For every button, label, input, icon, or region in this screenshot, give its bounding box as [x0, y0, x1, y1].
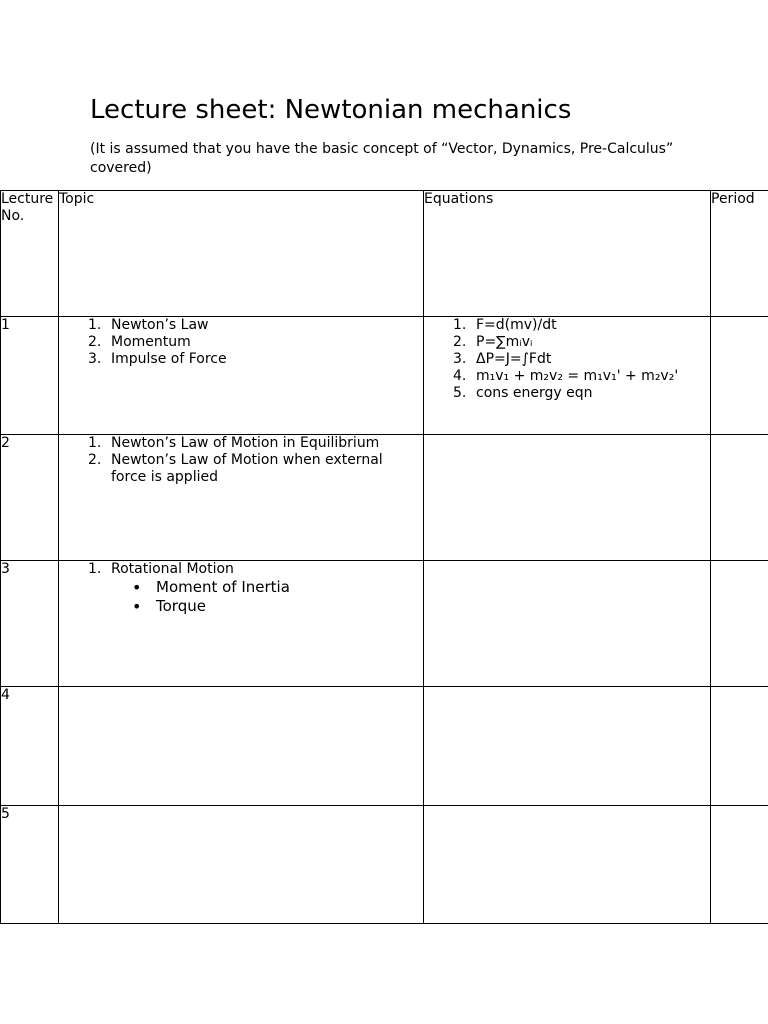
table-row — [1, 561, 768, 687]
equation-item: m₁v₁ + m₂v₂ = m₁v₁' + m₂v₂' — [476, 368, 679, 384]
lecture-no-cell — [1, 435, 59, 561]
page-subtitle: (It is assumed that you have the basic concept of “Vector, Dynamics, Pre-Calculus” covered) — [90, 141, 674, 176]
topic-item — [111, 561, 423, 616]
topic-list — [59, 435, 423, 486]
period-cell — [711, 561, 768, 687]
lecture-no-cell — [1, 687, 59, 806]
header-topic-label: Topic — [59, 191, 95, 207]
lecture-number: 5 — [1, 806, 10, 822]
topic-cell — [59, 687, 424, 806]
equations-cell — [424, 561, 711, 687]
lecture-number: 3 — [1, 561, 10, 577]
header-period — [711, 191, 768, 317]
header-equations — [424, 191, 711, 317]
topic-cell — [59, 317, 424, 435]
table-row — [1, 317, 768, 435]
topic-item-label: Rotational Motion — [111, 561, 234, 577]
topic-list — [59, 561, 423, 616]
header-equations-label: Equations — [424, 191, 494, 207]
equation-list — [424, 317, 710, 402]
period-cell — [711, 806, 768, 924]
header-lecture-no-label: Lecture No. — [1, 191, 54, 224]
period-cell — [711, 317, 768, 435]
header-period-label: Period — [711, 191, 755, 207]
lecture-number: 4 — [1, 687, 10, 703]
topic-list — [59, 317, 423, 368]
topic-cell — [59, 435, 424, 561]
topic-item: Newton’s Law — [111, 317, 209, 333]
header-lecture-no — [1, 191, 59, 317]
equation-item: ΔP=J=∫Fdt — [476, 351, 552, 367]
table-header-row — [1, 191, 768, 317]
lecture-number: 2 — [1, 435, 10, 451]
equation-item: cons energy eqn — [476, 385, 593, 401]
header-topic — [59, 191, 424, 317]
topic-item: Momentum — [111, 334, 191, 350]
subtopic-list — [111, 578, 423, 616]
topic-item: Newton’s Law of Motion in Equilibrium — [111, 435, 380, 451]
period-cell — [711, 687, 768, 806]
lecture-no-cell — [1, 317, 59, 435]
period-cell — [711, 435, 768, 561]
page-title: Lecture sheet: Newtonian mechanics — [90, 95, 572, 125]
equation-item: P=∑mᵢvᵢ — [476, 334, 533, 350]
lecture-number: 1 — [1, 317, 10, 333]
equations-cell — [424, 687, 711, 806]
equation-item: F=d(mv)/dt — [476, 317, 557, 333]
topic-cell — [59, 561, 424, 687]
equations-cell — [424, 806, 711, 924]
equations-cell — [424, 435, 711, 561]
lecture-table — [0, 190, 768, 924]
topic-item: Newton’s Law of Motion when external force is applied — [111, 452, 383, 485]
subtopic-item: • Moment of Inertia — [156, 578, 423, 597]
equations-cell — [424, 317, 711, 435]
topic-item: Impulse of Force — [111, 351, 227, 367]
table-row — [1, 806, 768, 924]
table-row — [1, 687, 768, 806]
lecture-no-cell — [1, 561, 59, 687]
lecture-no-cell — [1, 806, 59, 924]
table-row — [1, 435, 768, 561]
subtopic-item: • Torque — [156, 597, 423, 616]
topic-cell — [59, 806, 424, 924]
